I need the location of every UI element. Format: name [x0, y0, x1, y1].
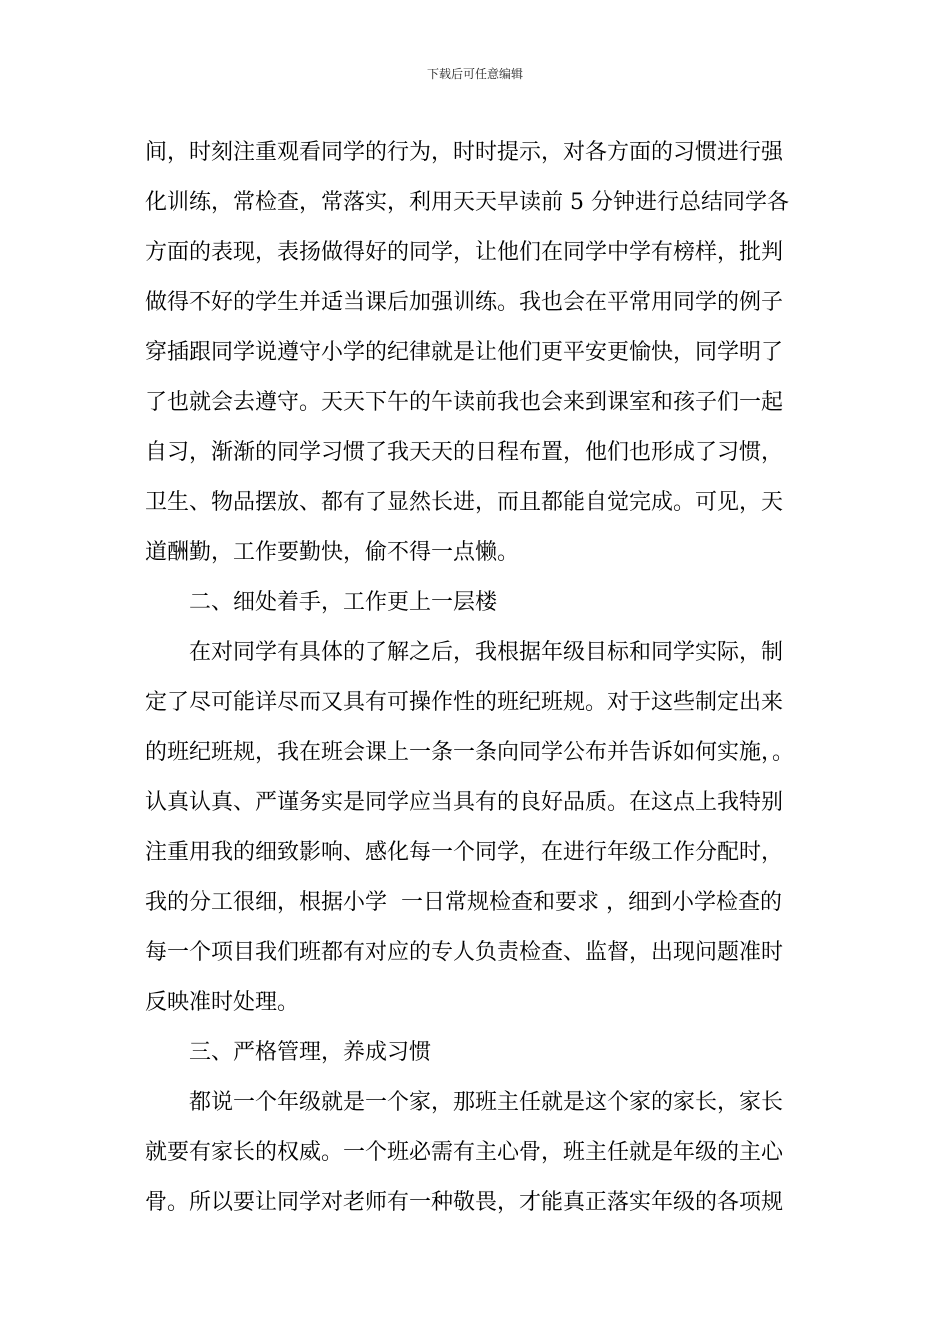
text-line: 间，时刻注重观看同学的行为，时时提示，对各方面的习惯进行强 — [145, 140, 784, 165]
text-line: 了也就会去遵守。天天下午的午读前我也会来到课室和孩子们一起 — [145, 390, 784, 415]
text-line: 化训练，常检查，常落实，利用天天早读前 5 分钟进行总结同学各 — [145, 190, 789, 215]
text-line: 反映准时处理。 — [145, 990, 300, 1015]
text-line: 二、细处着手，工作更上一层楼 — [189, 590, 498, 615]
text-line: 认真认真、严谨务实是同学应当具有的良好品质。在这点上我特别 — [145, 790, 784, 815]
text-line: 的班纪班规，我在班会课上一条一条向同学公布并告诉如何实施，。 — [145, 740, 795, 765]
text-line: 每一个项目我们班都有对应的专人负责检查、监督，出现问题准时 — [145, 940, 784, 965]
text-line: 卫生、物品摆放、都有了显然长进，而且都能自觉完成。可见，天 — [145, 490, 784, 515]
text-line: 定了尽可能详尽而又具有可操作性的班纪班规。对于这些制定出来 — [145, 690, 784, 715]
text-line: 做得不好的学生并适当课后加强训练。我也会在平常用同学的例子 — [145, 290, 784, 315]
text-line: 道酬勤，工作要勤快，偷不得一点懒。 — [145, 540, 520, 565]
page-header: 下载后可任意编辑 — [426, 67, 523, 81]
text-line: 都说一个年级就是一个家，那班主任就是这个家的家长，家长 — [189, 1090, 784, 1115]
text-line: 就要有家长的权威。一个班必需有主心骨，班主任就是年级的主心 — [145, 1140, 784, 1165]
text-line: 注重用我的细致影响、感化每一个同学，在进行年级工作分配时， — [145, 840, 784, 865]
text-line: 我的分工很细，根据小学 一日常规检查和要求 ，细到小学检查的 — [145, 890, 782, 915]
text-line: 穿插跟同学说遵守小学的纪律就是让他们更平安更愉快，同学明了 — [145, 340, 784, 365]
text-line: 方面的表现，表扬做得好的同学，让他们在同学中学有榜样，批判 — [145, 240, 784, 265]
text-line: 骨。所以要让同学对老师有一种敬畏，才能真正落实年级的各项规 — [145, 1190, 784, 1215]
text-line: 三、严格管理，养成习惯 — [189, 1040, 432, 1065]
document-body — [145, 128, 825, 1228]
text-line: 在对同学有具体的了解之后，我根据年级目标和同学实际，制 — [189, 640, 784, 665]
text-line: 自习，渐渐的同学习惯了我天天的日程布置，他们也形成了习惯， — [145, 440, 784, 465]
